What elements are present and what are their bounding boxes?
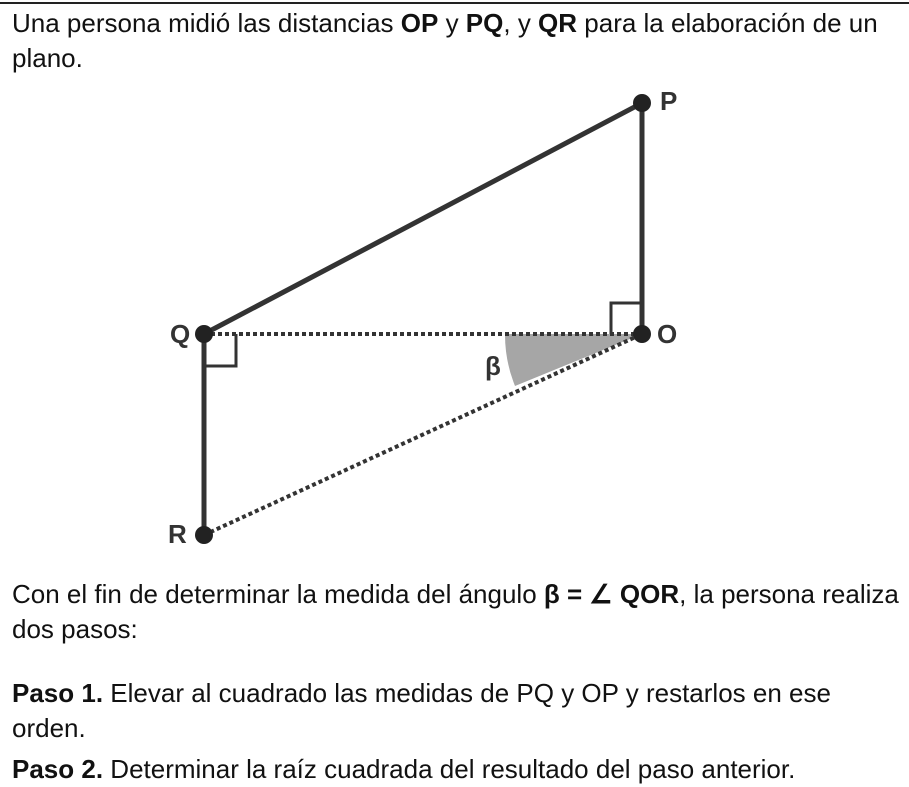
segment-pq-label: PQ [465, 8, 504, 38]
step-2-text: Determinar la raíz cuadrada del resultado del paso anterior. [103, 754, 796, 784]
point-o [633, 325, 651, 343]
step-1-text: Elevar al cuadrado las medidas de PQ y OP y restarlos en ese orden. [12, 678, 831, 743]
step-1-label: Paso 1. [12, 678, 104, 708]
segment-qp [204, 103, 642, 334]
intro-part: , y [503, 8, 539, 38]
segment-qr-label: QR [538, 8, 578, 38]
step-2 [12, 752, 902, 787]
angle-beta-sector [505, 334, 642, 386]
point-label-q: Q [170, 319, 191, 349]
point-label-r: R [168, 519, 187, 549]
point-p [633, 94, 651, 112]
point-q [195, 325, 213, 343]
angle-label-beta: β [485, 351, 501, 381]
point-label-o: O [657, 319, 678, 349]
question-text [12, 577, 902, 647]
intro-part: y [438, 8, 466, 38]
point-label-p: P [660, 86, 678, 116]
segment-op-label: OP [400, 8, 439, 38]
step-2-label: Paso 2. [12, 754, 104, 784]
step-1 [12, 676, 902, 746]
angle-expression: β = ∠ QOR [543, 579, 680, 609]
segment-ro-dotted [204, 334, 642, 535]
question-part: Con el fin de determinar la medida del ángulo [12, 579, 544, 609]
point-r [195, 526, 213, 544]
intro-part: para la elaboración de un plano. [12, 8, 878, 73]
intro-part: Una persona midió las distancias [12, 8, 401, 38]
question-part: , la persona realiza dos pasos: [12, 579, 899, 644]
